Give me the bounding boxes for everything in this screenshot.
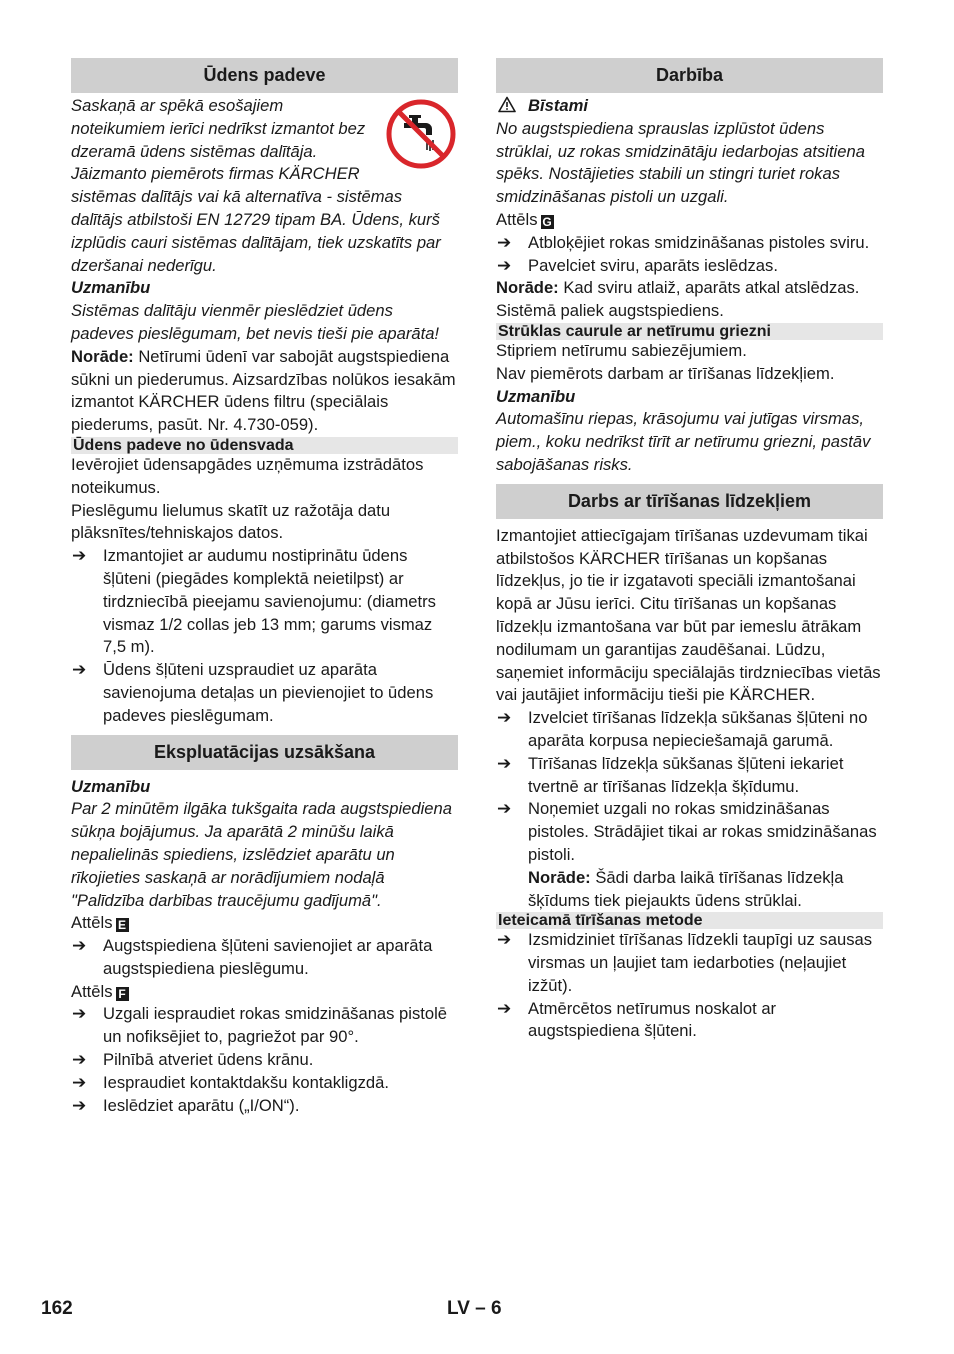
arrow-right-icon: ➔ [72,660,87,680]
section-title-start-up: Ekspluatācijas uzsākšana [71,735,458,770]
section-title-water-supply: Ūdens padeve [71,58,458,93]
step-item: ➔ Atbloķējiet rokas smidzināšanas pistoles sviru. [496,232,883,255]
step-item: ➔ Atmērcētos netīrumus noskalot ar augstspiediena šļūteni. [497,998,777,1041]
section-title-operation: Darbība [496,58,883,93]
danger-label: Bīstami [528,96,588,115]
page-number: 162 [41,1298,73,1319]
figure-reference-g: Attēls G [496,209,552,229]
step-item: ➔ Izsmidziniet tīrīšanas līdzekli taupīgi uz sausas virsmas un ļaujiet tam iedarboties (neļaujiet izžūt). [497,930,873,995]
right-column [496,58,883,1043]
figure-reference-f: Attēls F [71,981,458,1004]
arrow-right-icon: ➔ [497,799,512,819]
language-page-marker: LV – 6 [447,1298,502,1319]
arrow-right-icon: ➔ [72,1072,87,1092]
step-item: ➔ Tīrīšanas līdzekļa sūkšanas šļūteni iekariet tvertnē ar tīrīšanas līdzekļa šķīdumu. [497,753,844,796]
caution-text: Automašīnu riepas, krāsojumu vai jutīgas virsmas, piem., koku nedrīkst tīrīt ar netīrumu griezni, pastāv sabojāšanas risks. [496,409,871,474]
note-label: Norāde: [71,346,134,366]
note-text: Netīrumi ūdenī var sabojāt augstspiediena sūkni un piederumus. Aizsardzības nolūkos iesakām izmantot KÄRCHER ūdens filtru (speciālais piederums, pasūt. Nr. 4.730-059). [71,346,456,435]
arrow-right-icon: ➔ [72,1050,87,1070]
step-item: ➔ Pilnībā atveriet ūdens krānu. [71,1049,458,1072]
caution-label: Uzmanību [496,386,576,406]
caution-text: Sistēmas dalītāju vienmēr pieslēdziet ūdens padeves pieslēgumam, bet nevis tieši pie aparāta! [71,301,440,343]
dirt-blaster-text-2: Nav piemērots darbam ar tīrīšanas līdzekļiem. [496,363,835,383]
step-item: ➔ Izmantojiet ar audumu nostiprinātu ūdens šļūteni (piegādes komplektā neietilpst) ar tirdzniecībā pieejamu savienojumu: (diametrs vismaz 1/2 collas jeb 13 mm; garums vismaz 7,5 m). [72,546,436,657]
section-title-detergent: Darbs ar tīrīšanas līdzekļiem [496,484,883,519]
arrow-right-icon: ➔ [497,753,512,773]
caution-text: Par 2 minūtēm ilgāka tukšgaita rada augstspiediena sūkņa bojājumus. Ja aparātā 2 minūšu laikā nepalielinās spiediens, izslēdziet aparātu un rīkojieties saskaņā ar norādījumiem nodaļā "Palīdzība darbības traucējumu gadījumā". [71,799,452,910]
water-supply-regulation-text: Saskaņā ar spēkā esošajiem noteikumiem ierīci nedrīkst izmantot bez dzeramā ūdens sistēmas dalītāja. Jāizmanto piemērots firmas KÄRCHER sistēmas dalītājs vai kā alternatīva - sistēmas dalītājs atbilstoši EN 12729 tipam BA. Ūdens, kurš izplūdis cauri sistēmas dalītājam, tiek uzskatīts par dzeršanai nederīgu. [71,96,441,275]
step-item: ➔ Pavelciet sviru, aparāts ieslēdzas. [496,255,883,278]
subsection-title-dirt-blaster: Strūklas caurule ar netīrumu griezni [496,323,883,340]
arrow-right-icon: ➔ [497,232,512,252]
step-item: ➔ Ūdens šļūteni uzspraudiet uz aparāta savienojuma detaļas un pievienojiet to ūdens padeves pieslēgumam. [72,660,434,725]
note-text: Kad sviru atlaiž, aparāts atkal atslēdzas. Sistēmā paliek augstspiediens. [496,278,860,321]
note-paragraph [496,867,883,913]
figure-letter-badge: E [116,918,129,932]
arrow-right-icon: ➔ [497,998,512,1018]
mains-water-text-2: Pieslēgumu lielumus skatīt uz ražotāja datu plāksnītes/tehniskajos datos. [71,500,391,543]
danger-heading [496,95,883,118]
figure-reference-e: Attēls E [71,912,458,935]
step-item: ➔ Uzgali iespraudiet rokas smidzināšanas pistolē un nofiksējiet to, pagriežot par 90°. [72,1004,448,1047]
note-paragraph [71,346,458,437]
dirt-blaster-text-1: Stipriem netīrumu sabiezējumiem. [496,340,747,360]
caution-label: Uzmanību [71,776,151,796]
arrow-right-icon: ➔ [497,930,512,950]
arrow-right-icon: ➔ [72,1004,87,1024]
note-paragraph [496,277,883,323]
arrow-right-icon: ➔ [72,1095,87,1115]
arrow-right-icon: ➔ [497,255,512,275]
detergent-text: Izmantojiet attiecīgajam tīrīšanas uzdevumam tikai atbilstošos KÄRCHER tīrīšanas un kopšanas līdzekļus, jo tie ir izgatavoti speciāli izmantošanai kopā ar Jūsu ierīci. Citu tīrīšanas un kopšanas līdzekļu izmantošana var būt par iemeslu ātrākam nodilumam un garantijas zaudēšanai. Lūdzu, saņemiet informāciju speciālajās tirdzniecības vietās vai jautājiet informāciju tieši pie KÄRCHER. [496,525,881,705]
step-item: ➔ Iespraudiet kontaktdakšu kontakligzdā. [71,1072,458,1095]
subsection-title-cleaning-method: Ieteicamā tīrīšanas metode [496,912,883,929]
step-item: ➔ Ieslēdziet aparātu („I/ON“). [71,1095,458,1118]
step-item: ➔ Augstspiediena šļūteni savienojiet ar aparāta augstspiediena pieslēgumu. [72,936,433,978]
note-label: Norāde: [496,278,559,298]
figure-letter-badge: G [542,214,552,229]
warning-triangle-icon [498,96,516,113]
no-tap-water-icon [384,97,458,171]
subsection-title-mains-water: Ūdens padeve no ūdensvada [71,437,458,454]
arrow-right-icon: ➔ [497,708,512,728]
left-column [71,58,458,1117]
caution-label: Uzmanību [71,278,151,298]
step-item: ➔ Izvelciet tīrīšanas līdzekļa sūkšanas šļūteni no aparāta korpusa nepieciešamajā garumā. [497,708,868,750]
note-label: Norāde: [528,867,591,887]
danger-text: No augstspiediena sprauslas izplūstot ūdens strūklai, uz rokas smidzinātāju iedarbojas atsitiena spēks. Nostājieties stabili un stingri turiet rokas smidzināšanas pistoli un uzgali. [496,118,865,207]
arrow-right-icon: ➔ [72,936,87,956]
step-item: ➔ Noņemiet uzgali no rokas smidzināšanas pistoles. Strādājiet tikai ar rokas smidzināšanas pistoli. [497,799,877,864]
note-text: Šādi darba laikā tīrīšanas līdzekļa šķīdums tiek piejaukts ūdens strūklai. [528,867,844,910]
mains-water-text-1: Ievērojiet ūdensapgādes uzņēmuma izstrādātos noteikumus. [71,454,424,497]
figure-letter-badge: F [116,987,129,1001]
arrow-right-icon: ➔ [72,546,87,566]
